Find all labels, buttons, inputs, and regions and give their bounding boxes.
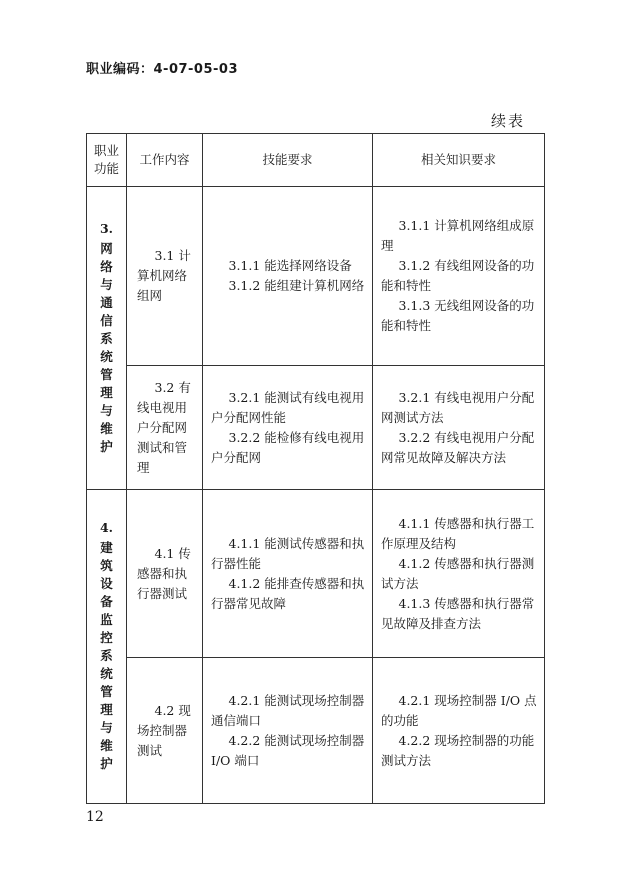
knowledge-item: 3.2.1 有线电视用户分配网测试方法	[381, 389, 535, 425]
skill-item: 4.2.1 能测试现场控制器通信端口	[211, 692, 365, 728]
header-function	[87, 134, 127, 187]
table-row	[87, 366, 545, 490]
knowledge-cell	[373, 490, 545, 658]
skill-cell	[203, 490, 373, 658]
knowledge-cell	[373, 658, 545, 804]
skill-item: 3.1.1 能选择网络设备	[228, 258, 352, 273]
work-content: 4.2 现场控制器测试	[137, 702, 191, 758]
table-row	[87, 490, 545, 658]
skill-item: 3.1.2 能组建计算机网络	[228, 278, 365, 293]
work-content-cell	[127, 366, 203, 490]
header-function-line1: 职业	[93, 142, 119, 158]
skill-item: 4.2.2 能测试现场控制器I/O 端口	[211, 732, 365, 768]
work-content: 4.1 传感器和执行器测试	[137, 545, 191, 601]
function-name: 建筑设备监控系统管理与维护	[100, 540, 113, 771]
header-skill-requirements: 技能要求	[203, 134, 373, 187]
occupation-standard-table	[86, 133, 545, 804]
function-cell-3	[87, 187, 127, 490]
skill-item: 3.2.1 能测试有线电视用户分配网性能	[211, 389, 365, 425]
skill-item: 4.1.1 能测试传感器和执行器性能	[211, 535, 365, 571]
page-number: 12	[86, 809, 104, 825]
knowledge-item: 4.2.2 现场控制器的功能测试方法	[381, 732, 535, 768]
function-cell-4	[87, 490, 127, 804]
knowledge-item: 3.2.2 有线电视用户分配网常见故障及解决方法	[381, 429, 535, 465]
skill-item: 4.1.2 能排查传感器和执行器常见故障	[211, 575, 365, 611]
knowledge-item: 4.1.3 传感器和执行器常见故障及排查方法	[381, 595, 535, 631]
continued-table-label: 续表	[491, 112, 526, 130]
skill-cell	[203, 658, 373, 804]
skill-cell	[203, 187, 373, 366]
work-content: 3.1 计算机网络组网	[137, 248, 191, 303]
knowledge-item: 4.1.1 传感器和执行器工作原理及结构	[381, 515, 535, 551]
function-number: 3.	[99, 220, 114, 236]
table-row	[87, 187, 545, 366]
work-content: 3.2 有线电视用户分配网测试和管理	[137, 379, 191, 475]
knowledge-item: 3.1.3 无线组网设备的功能和特性	[381, 298, 535, 333]
skill-item: 3.2.2 能检修有线电视用户分配网	[211, 429, 365, 465]
work-content-cell	[127, 658, 203, 804]
header-work-content: 工作内容	[127, 134, 203, 187]
occupation-code: 职业编码：4-07-05-03	[86, 62, 239, 77]
function-number: 4.	[99, 520, 114, 535]
header-knowledge-requirements: 相关知识要求	[373, 134, 545, 187]
table-header-row	[87, 134, 545, 187]
knowledge-item: 4.1.2 传感器和执行器测试方法	[381, 555, 535, 591]
skill-cell	[203, 366, 373, 490]
table-row	[87, 658, 545, 804]
function-name: 网络与通信系统管理与维护	[100, 240, 113, 454]
header-function-line2: 功能	[93, 160, 119, 176]
knowledge-cell	[373, 366, 545, 490]
work-content-cell	[127, 490, 203, 658]
knowledge-item: 3.1.1 计算机网络组成原理	[381, 218, 535, 253]
knowledge-item: 3.1.2 有线组网设备的功能和特性	[381, 258, 535, 293]
knowledge-cell	[373, 187, 545, 366]
knowledge-item: 4.2.1 现场控制器 I/O 点的功能	[381, 692, 537, 728]
work-content-cell	[127, 187, 203, 366]
